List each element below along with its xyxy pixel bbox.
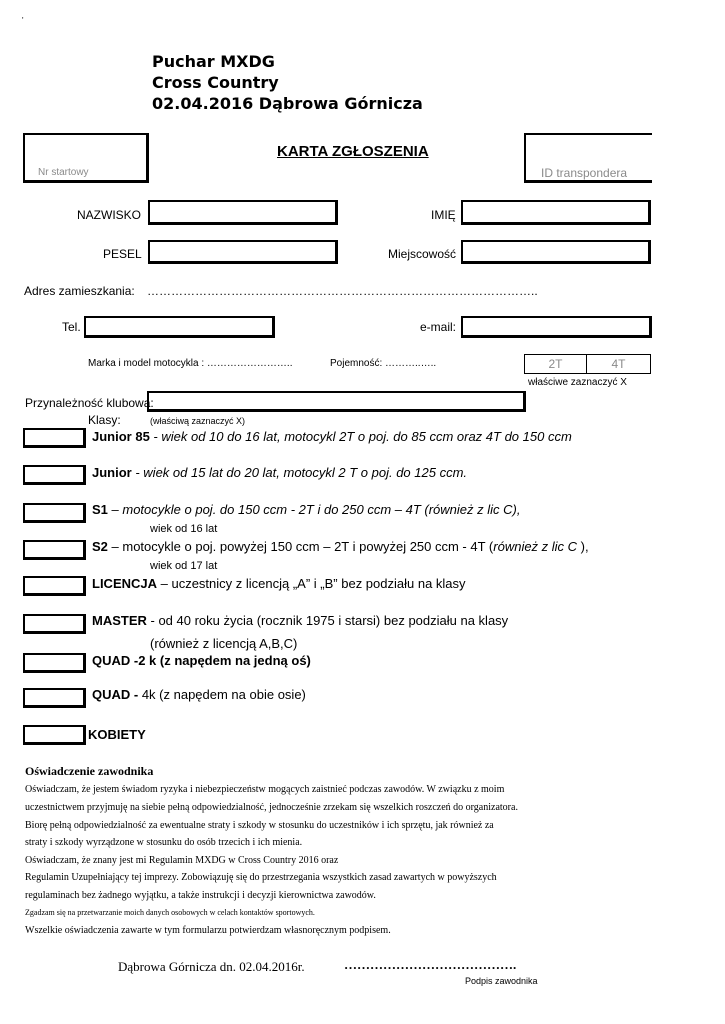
pesel-label: PESEL [103, 247, 142, 261]
class-s1 [92, 502, 520, 517]
address-dots[interactable]: …………………………………………………………………………………….. [147, 284, 538, 298]
declaration-line: Wszelkie oświadczenia zawarte w tym formularzu potwierdzam własnoręcznym podpisem. [25, 925, 391, 936]
signature-label: Podpis zawodnika [465, 976, 538, 986]
class-junior-desc: - wiek od 15 lat do 20 lat, motocykl 2 T o poj. do 125 ccm. [131, 465, 468, 480]
class-junior85-desc: - wiek od 10 do 16 lat, motocykl 2T o poj. do 85 ccm oraz 4T do 150 ccm [149, 429, 572, 444]
class-junior-name: Junior [92, 465, 132, 480]
class-checkbox-junior[interactable] [23, 465, 86, 485]
class-checkbox-s2[interactable] [23, 540, 86, 560]
declaration-line: straty i szkody wyrządzone w stosunku do osób trzecich i ich mienia. [25, 837, 303, 848]
signature-line[interactable]: …………………………………. [344, 957, 517, 972]
declaration-title: Oświadczenie zawodnika [25, 764, 154, 778]
name-label: IMIĘ [431, 208, 456, 222]
place-date: Dąbrowa Górnicza dn. 02.04.2016r. [118, 959, 305, 974]
corner-mark: ' [22, 16, 24, 25]
class-master [92, 613, 508, 628]
engine-4t-box[interactable] [587, 354, 651, 374]
form-title: KARTA ZGŁOSZENIA [277, 143, 429, 160]
declaration-line: Oświadczam, że znany jest mi Regulamin MXDG w Cross Country 2016 oraz [25, 855, 339, 866]
class-s1-name: S1 [92, 502, 108, 517]
tel-input[interactable] [84, 316, 275, 338]
surname-label: NAZWISKO [77, 208, 142, 222]
class-junior85-name: Junior 85 [92, 429, 150, 444]
declaration-line: Oświadczam, że jestem świadom ryzyka i niebezpieczeństw mogących zaistnieć podczas zawodów. W związku z moim [25, 784, 505, 795]
class-junior85 [92, 429, 572, 444]
class-master-note: (również z licencją A,B,C) [150, 636, 298, 651]
class-kobiety-name: KOBIETY [88, 727, 146, 742]
engine-2t-label: 2T [548, 357, 563, 371]
class-s1-dash: – [107, 502, 123, 517]
class-quad4k [92, 687, 306, 702]
class-s1-age: wiek od 16 lat [150, 523, 218, 535]
class-licencja [92, 576, 466, 591]
class-checkbox-licencja[interactable] [23, 576, 86, 596]
declaration-line: Regulamin Uzupełniający tej imprezy. Zobowiązuję się do przestrzegania wszystkich zasad zawartych w powyższych [25, 872, 497, 883]
club-label: Przynależność klubowa: [25, 396, 154, 410]
city-label: Miejscowość [388, 247, 457, 261]
classes-hint: (właściwą zaznaczyć X) [150, 416, 246, 426]
declaration-line: regulaminach bez żadnego wyjątku, a także instrukcji i decyzji kierownictwa zawodów. [25, 890, 376, 901]
email-input[interactable] [461, 316, 652, 338]
class-s2-name: S2 [92, 539, 108, 554]
email-label: e-mail: [420, 320, 457, 334]
name-input[interactable] [461, 200, 651, 225]
bike-model-field[interactable]: Marka i model motocykla : …………………….. [88, 358, 293, 369]
class-master-desc: - od 40 roku życia (rocznik 1975 i starsi) bez podziału na klasy [146, 613, 509, 628]
class-s2-desc-end: ), [577, 539, 589, 554]
event-title: Puchar MXDG [152, 52, 275, 71]
classes-label: Klasy: [88, 413, 121, 427]
class-checkbox-quad2k[interactable] [23, 653, 86, 673]
class-quad4k-desc: 4k (z napędem na obie osie) [138, 687, 306, 702]
engine-4t-label: 4T [611, 357, 626, 371]
declaration-line: Zgadzam się na przetwarzanie moich danych osobowych w celach kontaktów sportowych. [25, 908, 315, 917]
start-number-label: Nr startowy [38, 167, 89, 178]
class-checkbox-quad4k[interactable] [23, 688, 86, 708]
class-licencja-desc: – uczestnicy z licencją „A” i „B” bez podziału na klasy [157, 576, 466, 591]
class-checkbox-master[interactable] [23, 614, 86, 634]
event-date-place: 02.04.2016 Dąbrowa Górnicza [152, 94, 423, 113]
transponder-label: ID transpondera [541, 166, 628, 180]
declaration-line: Biorę pełną odpowiedzialność za ewentualne straty i szkody w stosunku do uczestników i ich sprzętu, jak również za [25, 820, 494, 831]
class-s2-age: wiek od 17 lat [150, 560, 218, 572]
class-master-name: MASTER [92, 613, 147, 628]
event-subtitle: Cross Country [152, 73, 279, 92]
declaration-line: uczestnictwem przyjmuję na siebie pełną odpowiedzialność, jednocześnie zrzekam się wszelkich roszczeń do organizatora. [25, 802, 518, 813]
address-label: Adres zamieszkania: [24, 284, 135, 298]
city-input[interactable] [461, 240, 651, 264]
class-quad4k-name: QUAD - [92, 687, 139, 702]
class-checkbox-junior85[interactable] [23, 428, 86, 448]
engine-hint: właściwe zaznaczyć X [528, 377, 627, 388]
surname-input[interactable] [148, 200, 338, 225]
club-input[interactable] [147, 391, 526, 412]
class-quad2k-name: QUAD -2 k (z napędem na jedną oś) [92, 653, 311, 668]
class-quad2k [92, 653, 311, 668]
capacity-field[interactable]: Pojemność: ………..….. [330, 358, 437, 369]
class-kobiety [88, 727, 146, 742]
engine-2t-box[interactable] [524, 354, 587, 374]
class-s2-desc: – motocykle o poj. powyżej 150 ccm – 2T i powyżej 250 ccm - 4T ( [107, 539, 494, 554]
class-s2-license: również z lic C [493, 539, 578, 554]
class-checkbox-s1[interactable] [23, 503, 86, 523]
class-s2 [92, 539, 589, 554]
class-checkbox-kobiety[interactable] [23, 725, 86, 745]
class-licencja-name: LICENCJA [92, 576, 158, 591]
tel-label: Tel. [62, 320, 81, 334]
class-junior [92, 465, 467, 480]
class-s1-desc: motocykle o poj. do 150 ccm - 2T i do 250 ccm – 4T (również z lic C), [122, 502, 521, 517]
pesel-input[interactable] [148, 240, 338, 264]
